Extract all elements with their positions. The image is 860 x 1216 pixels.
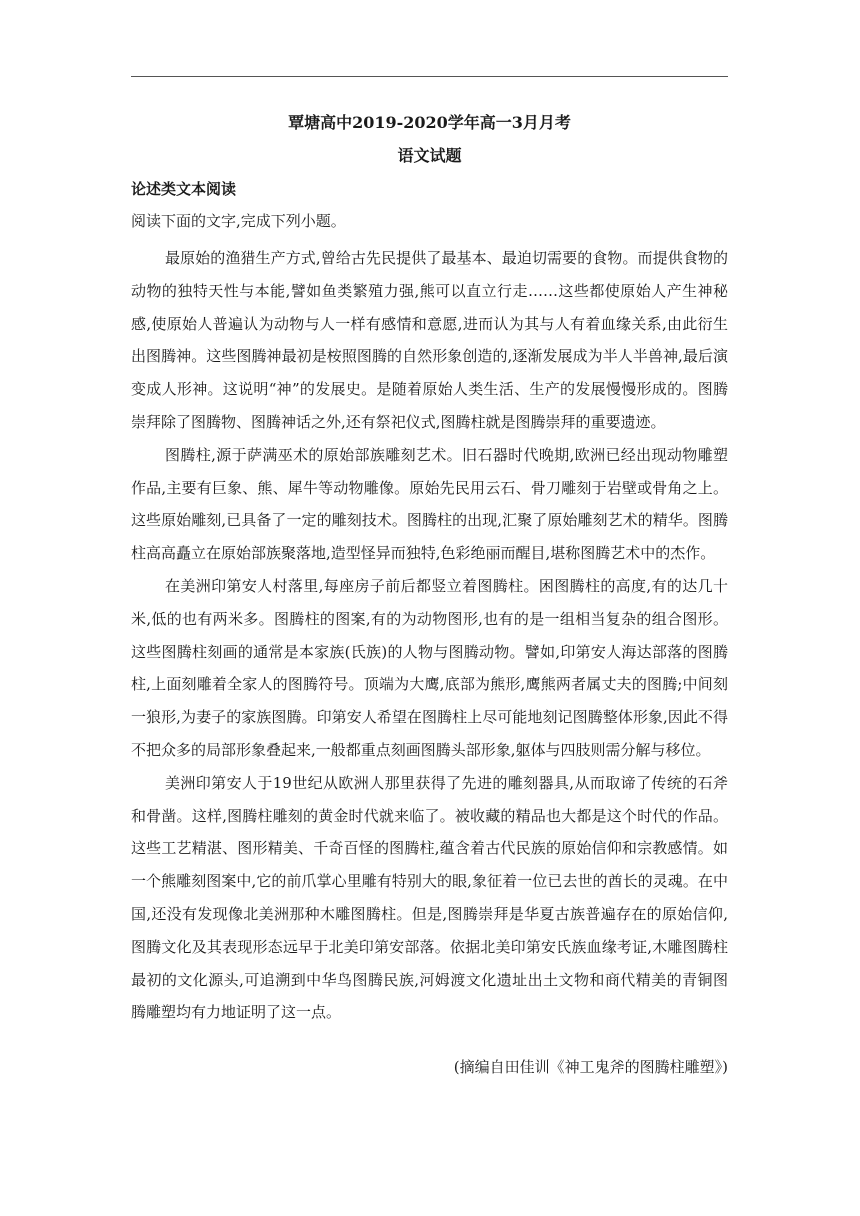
text-line: 这些图腾柱刻画的通常是本家族(氏族)的人物与图腾动物。譬如,印第安人海达部落的图腾 [131, 642, 728, 661]
exam-subtitle: 语文试题 [397, 146, 462, 165]
source-citation: (摘编自田佳训《神工鬼斧的图腾柱雕塑》) [453, 1058, 728, 1076]
paragraph-4 [131, 767, 728, 1029]
text-line: 图腾柱,源于萨满巫术的原始部族雕刻艺术。旧石器时代晚期,欧洲已经出现动物雕塑 [165, 445, 728, 464]
section-heading: 论述类文本阅读 [131, 180, 237, 198]
text-line: 国,还没有发现像北美洲那种木雕图腾柱。但是,图腾崇拜是华夏古族普遍存在的原始信仰, [131, 904, 728, 923]
text-line: 一狼形,为妻子的家族图腾。印第安人希望在图腾柱上尽可能地刻记图腾整体形象,因此不得 [131, 708, 728, 727]
text-line: 美洲印第安人于19世纪从欧洲人那里获得了先进的雕刻器具,从而取谛了传统的石斧 [165, 773, 728, 792]
exam-title: 覃塘高中2019-2020学年高一3月月考 [288, 113, 571, 132]
text-line: 米,低的也有两米多。图腾柱的图案,有的为动物图形,也有的是一组相当复杂的组合图形。 [131, 609, 728, 628]
text-line: 动物的独特天性与本能,譬如鱼类繁殖力强,熊可以直立行走……这些都使原始人产生神秘 [131, 281, 728, 300]
text-line: 这些工艺精湛、图形精美、千奇百怪的图腾柱,蕴含着古代民族的原始信仰和宗教感情。如 [131, 839, 728, 858]
text-line: 作品,主要有巨象、熊、犀牛等动物雕像。原始先民用云石、骨刀雕刻于岩壁或骨角之上。 [131, 478, 728, 497]
text-line: 不把众多的局部形象叠起来,一般都重点刻画图腾头部形象,躯体与四肢则需分解与移位。 [131, 740, 711, 759]
text-line: 崇拜除了图腾物、图腾神话之外,还有祭祀仪式,图腾柱就是图腾崇拜的重要遗迹。 [131, 412, 666, 431]
paragraph-3 [131, 570, 728, 767]
header-divider [131, 76, 728, 77]
text-line: 变成人形神。这说明“神”的发展史。是随着原始人类生活、生产的发展慢慢形成的。图腾 [131, 380, 728, 399]
text-line: 图腾文化及其表现形态远早于北美印第安部落。依据北美印第安氏族血缘考证,木雕图腾柱 [131, 937, 728, 956]
text-line: 感,使原始人普遍认为动物与人一样有感情和意愿,进而认为其与人有着血缘关系,由此衍生 [131, 314, 728, 333]
text-line: 出图腾神。这些图腾神最初是桉照图腾的自然形象创造的,逐渐发展成为半人半兽神,最后演 [131, 347, 728, 366]
text-line: 最原始的渔猎生产方式,曾给古先民提供了最基本、最迫切需要的食物。而提供食物的 [165, 249, 728, 267]
reading-instruction: 阅读下面的文字,完成下列小题。 [131, 212, 346, 230]
paragraph-1 [131, 242, 728, 439]
text-line: 柱,上面刻雕着全家人的图腾符号。顶端为大鹰,底部为熊形,鹰熊两者属丈夫的图腾;中间刻 [131, 675, 728, 694]
text-line: 最初的文化源头,可追溯到中华鸟图腾民族,河姆渡文化遗址出土文物和商代精美的青铜图 [131, 970, 728, 989]
text-line: 腾雕塑均有力地证明了这一点。 [131, 1003, 342, 1022]
text-line: 在美洲印第安人村落里,每座房子前后都竖立着图腾柱。困图腾柱的高度,有的达几十 [165, 576, 728, 595]
text-line: 柱高高矗立在原始部族聚落地,造型怪异而独特,色彩绝丽而醒目,堪称图腾艺术中的杰作。 [131, 544, 716, 563]
text-line: 一个熊雕刻图案中,它的前爪掌心里雕有特别大的眼,象征着一位已去世的酋长的灵魂。在中 [131, 872, 728, 891]
text-line: 这些原始雕刻,已具备了一定的雕刻技术。图腾柱的出现,汇聚了原始雕刻艺术的精华。图腾 [131, 511, 728, 530]
paragraph-2 [131, 439, 728, 570]
text-line: 和骨凿。这样,图腾柱雕刻的黄金时代就来临了。被收藏的精品也大都是这个时代的作品。 [131, 806, 728, 825]
article-body [131, 242, 728, 1029]
